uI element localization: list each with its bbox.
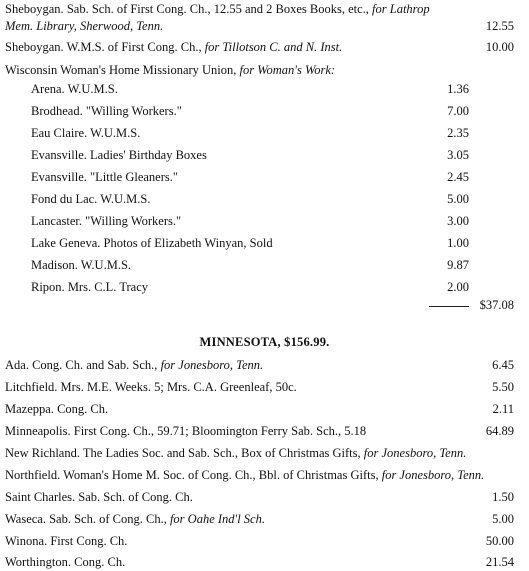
item-text: W.U.M.S. <box>77 258 132 272</box>
entry-sheboygan-lathrop-line2 <box>5 19 163 34</box>
item-place: Minneapolis. <box>5 424 71 438</box>
item-amount: 21.54 <box>485 555 514 569</box>
item-place: Worthington. <box>5 555 72 569</box>
item-text: The Ladies Soc. and Sab. Sch., Box of Christmas Gifts, <box>79 446 364 460</box>
item-place: Arena. <box>31 82 65 96</box>
item-amount: 1.00 <box>447 236 469 250</box>
item-place: Evansville. <box>31 148 87 162</box>
item-amount: 3.05 <box>447 148 469 162</box>
list-item <box>31 258 131 273</box>
entry-text: W.M.S. of First Cong. Ch., <box>63 40 205 54</box>
item-text: Ladies' Birthday Boxes <box>86 148 207 162</box>
list-item <box>31 148 207 163</box>
entry-sheboygan-lathrop <box>5 2 430 17</box>
item-amount: 6.45 <box>492 358 514 372</box>
item-place: Waseca. <box>5 512 46 526</box>
item-text: "Willing Workers." <box>82 214 182 228</box>
item-place: Eau Claire. <box>31 126 88 140</box>
item-amount: 50.00 <box>485 534 514 548</box>
entry-sheboygan-tillotson <box>5 40 342 55</box>
item-text: W.U.M.S. <box>64 82 118 96</box>
list-item <box>5 512 265 527</box>
item-amount: 5.00 <box>447 192 469 206</box>
list-item <box>31 280 148 295</box>
item-purpose: for Oahe Ind'l Sch. <box>169 512 265 526</box>
wisconsin-total: $37.08 <box>479 298 514 312</box>
list-item <box>31 82 118 97</box>
item-place: Brodhead. <box>31 104 83 118</box>
list-item <box>31 214 181 229</box>
item-text: W.U.M.S. <box>87 126 141 140</box>
item-place: Ripon. <box>31 280 65 294</box>
item-place: Saint Charles. <box>5 490 76 504</box>
item-place: Winona. <box>5 534 48 548</box>
list-item <box>5 468 484 483</box>
entry-purpose: for Lathrop <box>372 2 430 16</box>
entry-amount: 12.55 <box>485 19 514 33</box>
list-item <box>31 192 150 207</box>
item-place: Lake Geneva. <box>31 236 101 250</box>
entry-place: Sheboygan. <box>5 2 64 16</box>
item-amount: 5.50 <box>492 380 514 394</box>
item-place: Madison. <box>31 258 78 272</box>
list-item <box>5 490 193 505</box>
item-place: Fond du Lac. <box>31 192 98 206</box>
item-text: W.U.M.S. <box>97 192 151 206</box>
item-amount: 64.89 <box>485 424 514 438</box>
item-amount: 5.00 <box>492 512 514 526</box>
item-text: First Cong. Ch. <box>47 534 128 548</box>
item-text: Woman's Home M. Soc. of Cong. Ch., Bbl. of Christmas Gifts, <box>60 468 382 482</box>
item-place: Lancaster. <box>31 214 83 228</box>
list-item <box>5 424 366 439</box>
entry-text: Sab. Sch. of First Cong. Ch., 12.55 and 2 Boxes Books, etc., <box>63 2 373 16</box>
item-place: Litchfield. <box>5 380 58 394</box>
entry-purpose: for Woman's Work: <box>239 63 336 77</box>
item-place: New Richland. <box>5 446 80 460</box>
item-text: Cong. Ch. <box>53 402 109 416</box>
item-text: Photos of Elizabeth Winyan, Sold <box>100 236 273 250</box>
item-text: "Little Gleaners." <box>86 170 178 184</box>
item-amount: 2.45 <box>447 170 469 184</box>
list-item <box>5 380 297 395</box>
subtotal-rule <box>429 306 469 307</box>
entry-purpose: for Tillotson C. and N. Inst. <box>204 40 343 54</box>
item-text: Mrs. M.E. Weeks. 5; Mrs. C.A. Greenleaf, 50c. <box>57 380 297 394</box>
item-place: Evansville. <box>31 170 87 184</box>
item-amount: 3.00 <box>447 214 469 228</box>
list-item <box>5 446 466 461</box>
item-place: Ada. <box>5 358 29 372</box>
item-text: Sab. Sch. of Cong. Ch., <box>45 512 170 526</box>
entry-place: Sheboygan. <box>5 40 64 54</box>
list-item <box>31 126 140 141</box>
item-place: Mazeppa. <box>5 402 54 416</box>
list-item <box>31 170 178 185</box>
item-amount: 1.50 <box>492 490 514 504</box>
item-amount: 2.35 <box>447 126 469 140</box>
item-text: Mrs. C.L. Tracy <box>64 280 149 294</box>
item-text: Cong. Ch. and Sab. Sch., <box>28 358 161 372</box>
item-amount: 2.11 <box>492 402 514 416</box>
item-text: Cong. Ch. <box>71 555 126 569</box>
list-item <box>31 104 182 119</box>
entry-amount: 10.00 <box>485 40 514 54</box>
item-text: "Willing Workers." <box>82 104 182 118</box>
list-item <box>31 236 273 251</box>
item-text: First Cong. Ch., 59.71; Bloomington Ferry Sab. Sch., 5.18 <box>70 424 367 438</box>
item-amount: 9.87 <box>447 258 469 272</box>
section-heading-minnesota: MINNESOTA, $156.99. <box>199 335 330 349</box>
list-item <box>5 534 127 549</box>
item-text: Sab. Sch. of Cong. Ch. <box>75 490 193 504</box>
item-amount: 2.00 <box>447 280 469 294</box>
list-item <box>5 358 263 373</box>
entry-purpose-continued: Mem. Library, Sherwood, Tenn. <box>5 19 164 33</box>
item-purpose: for Jonesboro, Tenn. <box>160 358 264 372</box>
item-purpose: for Jonesboro, Tenn. <box>381 468 485 482</box>
entry-wisconsin-union <box>5 63 335 78</box>
list-item <box>5 555 125 570</box>
item-purpose: for Jonesboro, Tenn. <box>363 446 467 460</box>
item-amount: 1.36 <box>447 82 469 96</box>
item-amount: 7.00 <box>447 104 469 118</box>
entry-place: Wisconsin Woman's Home Missionary Union, <box>5 63 237 77</box>
item-place: Northfield. <box>5 468 61 482</box>
list-item <box>5 402 108 417</box>
